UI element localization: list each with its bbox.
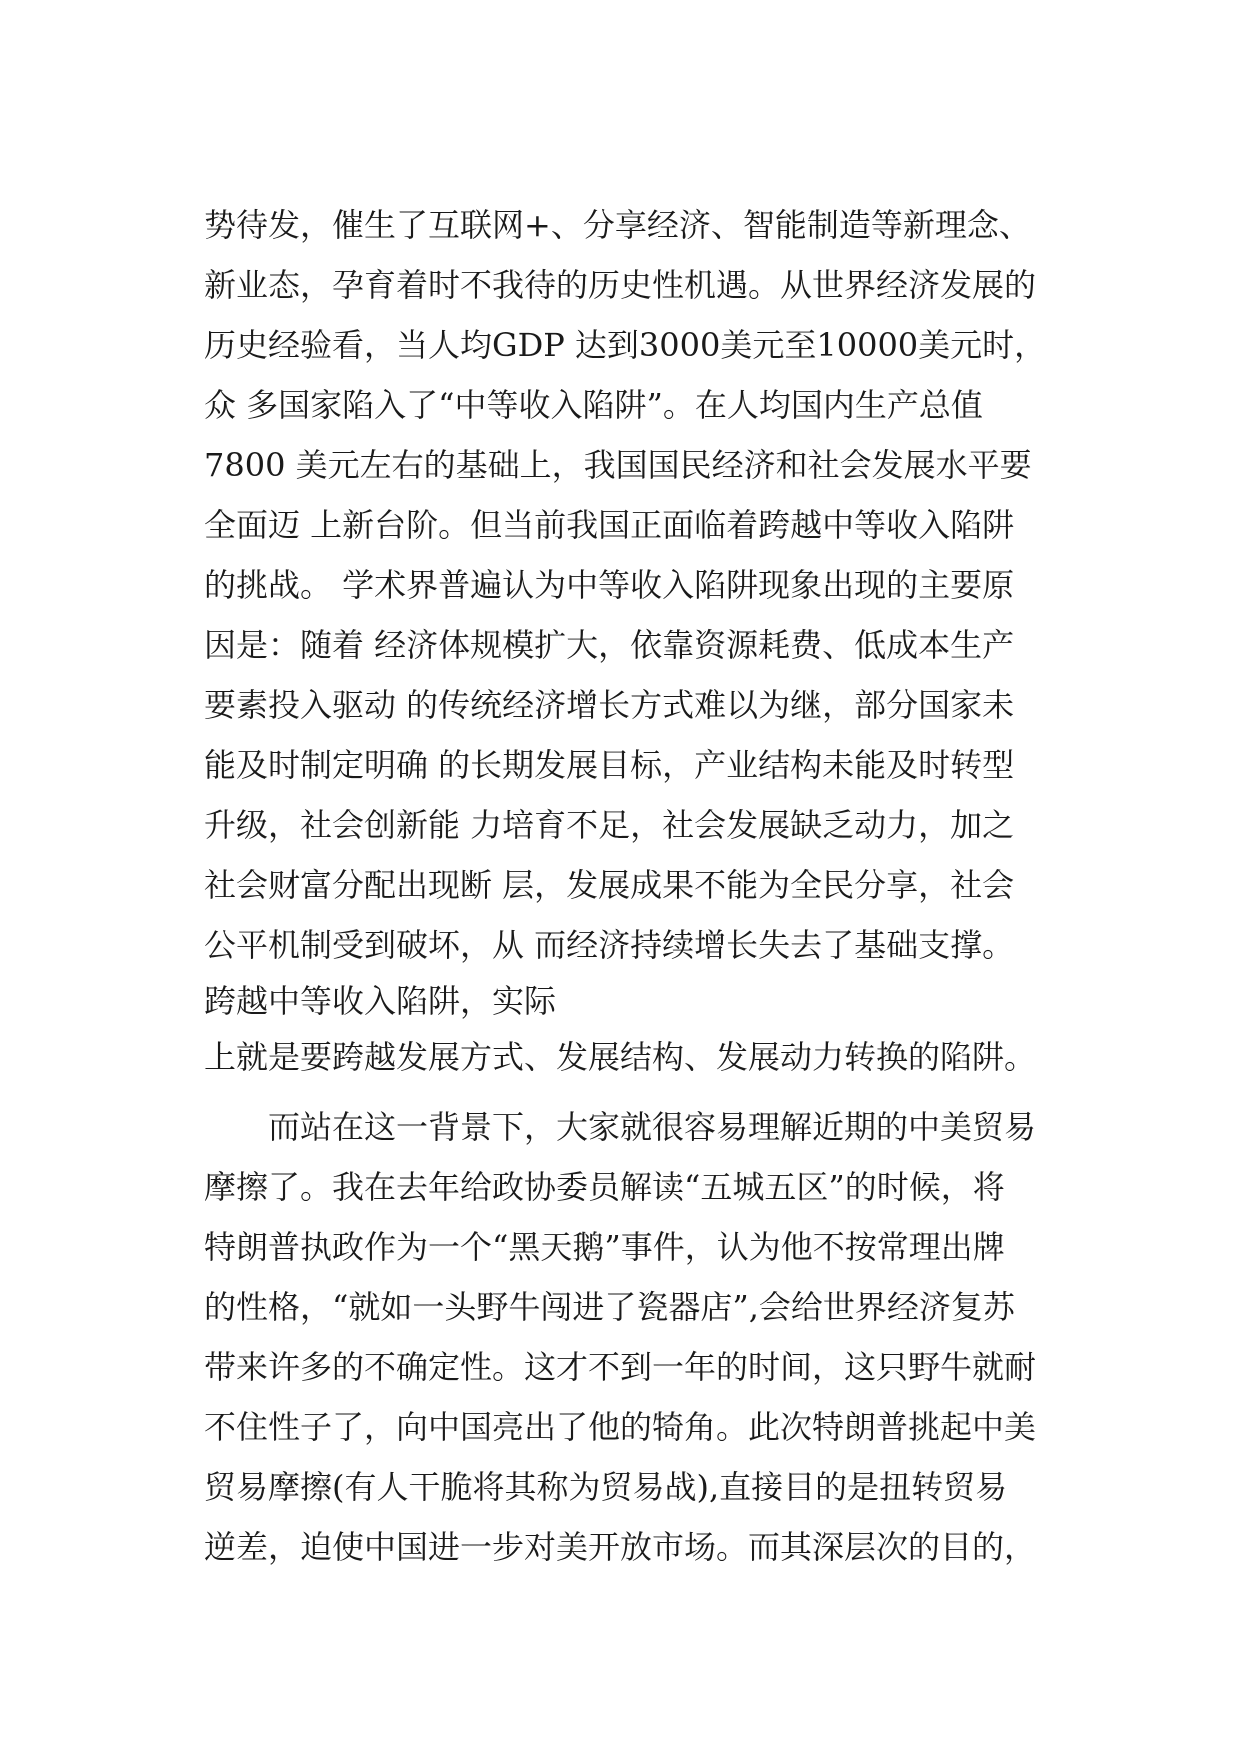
text-line: 众 多国家陷入了“中等收入陷阱”。在人均国内生产总值 (204, 386, 983, 424)
text-line: 上就是要跨越发展方式、发展结构、发展动力转换的陷阱。 (204, 1038, 1037, 1076)
text-line: 历史经验看，当人均GDP 达到3000美元至10000美元时， (204, 326, 1047, 364)
text-line: 7800 美元左右的基础上，我国国民经济和社会发展水平要 (204, 446, 1032, 484)
text-line: 新业态，孕育着时不我待的历史性机遇。从世界经济发展的 (204, 266, 1037, 304)
text-line: 而站在这一背景下，大家就很容易理解近期的中美贸易 (204, 1108, 1037, 1146)
text-line: 不住性子了，向中国亮出了他的犄角。此次特朗普挑起中美 (204, 1408, 1037, 1446)
text-line: 逆差，迫使中国进一步对美开放市场。而其深层次的目的， (204, 1528, 1037, 1566)
text-line: 社会财富分配出现断 层，发展成果不能为全民分享，社会 (204, 866, 1015, 904)
paragraph-spacer (204, 1087, 1064, 1097)
body-text (204, 195, 1064, 1577)
text-line: 带来许多的不确定性。这才不到一年的时间，这只野牛就耐 (204, 1348, 1037, 1386)
text-line: 的挑战。 学术界普遍认为中等收入陷阱现象出现的主要原 (204, 566, 1015, 604)
text-line: 势待发，催生了互联网+、分享经济、智能制造等新理念、 (204, 206, 1031, 244)
text-line: 贸易摩擦(有人干脆将其称为贸易战),直接目的是扭转贸易 (204, 1468, 1008, 1506)
paragraph-2 (204, 1097, 1064, 1577)
text-line: 因是：随着 经济体规模扩大，依靠资源耗费、低成本生产 (204, 626, 1015, 664)
text-line: 的性格，“就如一头野牛闯进了瓷器店”,会给世界经济复苏 (204, 1288, 1015, 1326)
text-line: 公平机制受到破坏，从 而经济持续增长失去了基础支撑。 (204, 926, 1015, 964)
text-line: 跨越中等收入陷阱，实际 (204, 982, 557, 1020)
text-line: 全面迈 上新台阶。但当前我国正面临着跨越中等收入陷阱 (204, 506, 1015, 544)
paragraph-1 (204, 195, 1064, 1087)
text-line: 摩擦了。我在去年给政协委员解读“五城五区”的时候，将 (204, 1168, 1005, 1206)
text-line: 要素投入驱动 的传统经济增长方式难以为继，部分国家未 (204, 686, 1015, 724)
text-line: 升级，社会创新能 力培育不足，社会发展缺乏动力，加之 (204, 806, 1015, 844)
text-line: 能及时制定明确 的长期发展目标，产业结构未能及时转型 (204, 746, 1015, 784)
text-line: 特朗普执政作为一个“黑天鹅”事件，认为他不按常理出牌 (204, 1228, 1005, 1266)
